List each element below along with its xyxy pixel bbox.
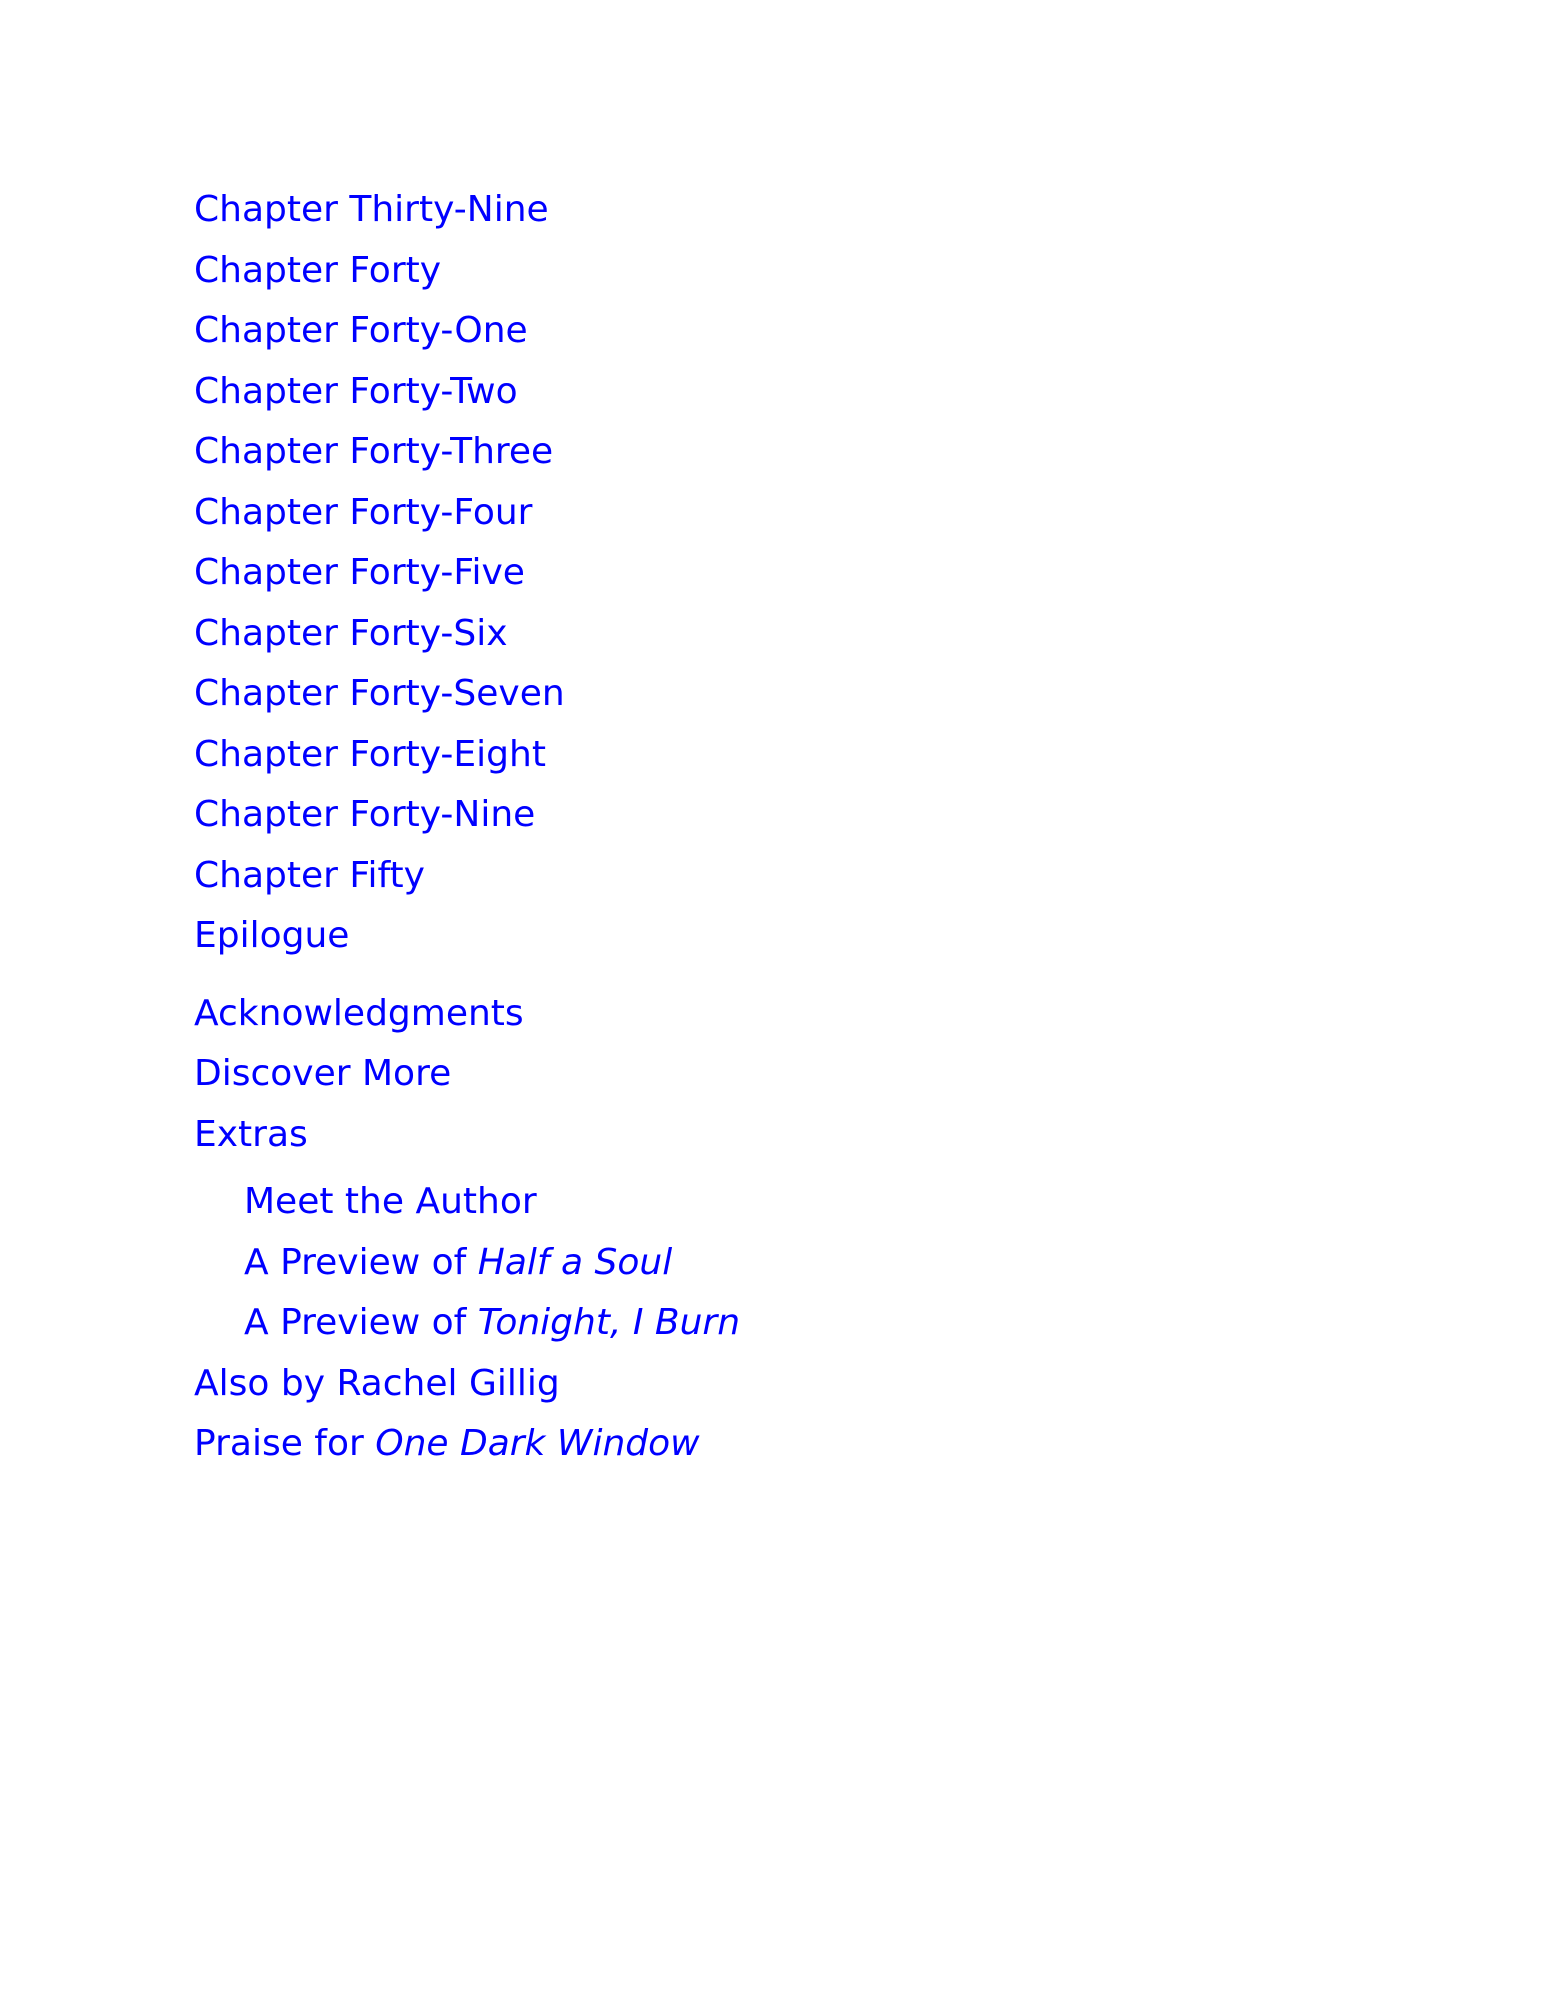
book-title: Tonight, I Burn bbox=[477, 1302, 741, 1343]
toc-link-chapter-forty-seven[interactable]: Chapter Forty-Seven bbox=[194, 673, 565, 714]
table-of-contents bbox=[194, 180, 1294, 1475]
toc-link-chapter-forty-nine[interactable]: Chapter Forty-Nine bbox=[194, 794, 536, 835]
toc-link-praise[interactable] bbox=[194, 1414, 1294, 1475]
toc-link-chapter-fifty[interactable]: Chapter Fifty bbox=[194, 854, 425, 896]
toc-link-chapter-forty-five[interactable]: Chapter Forty-Five bbox=[194, 552, 525, 593]
toc-link-acknowledgments[interactable]: Acknowledgments bbox=[194, 992, 524, 1034]
praise-prefix: Praise for bbox=[194, 1423, 376, 1464]
book-title: One Dark Window bbox=[375, 1423, 700, 1464]
toc-link-chapter-forty-six[interactable]: Chapter Forty-Six bbox=[194, 612, 508, 654]
toc-link-also-by[interactable]: Also by Rachel Gillig bbox=[194, 1362, 560, 1404]
toc-link-preview-tonight-i-burn[interactable] bbox=[194, 1293, 1294, 1354]
toc-link-chapter-forty-eight[interactable]: Chapter Forty-Eight bbox=[194, 733, 546, 775]
toc-link-chapter-thirty-nine[interactable]: Chapter Thirty-Nine bbox=[194, 189, 549, 230]
book-title: Half a Soul bbox=[477, 1241, 673, 1283]
toc-link-meet-the-author[interactable]: Meet the Author bbox=[244, 1181, 537, 1222]
toc-link-chapter-forty-two[interactable]: Chapter Forty-Two bbox=[194, 370, 518, 412]
preview-prefix: A Preview of bbox=[244, 1302, 478, 1343]
toc-link-chapter-forty-three[interactable]: Chapter Forty-Three bbox=[194, 431, 554, 472]
toc-link-discover-more[interactable]: Discover More bbox=[194, 1053, 452, 1094]
toc-link-chapter-forty[interactable]: Chapter Forty bbox=[194, 249, 442, 291]
toc-link-extras[interactable]: Extras bbox=[194, 1113, 308, 1155]
toc-link-preview-half-a-soul[interactable] bbox=[194, 1233, 1294, 1294]
toc-link-epilogue[interactable]: Epilogue bbox=[194, 915, 350, 956]
toc-link-chapter-forty-four[interactable]: Chapter Forty-Four bbox=[194, 491, 533, 533]
preview-prefix: A Preview of bbox=[244, 1241, 478, 1283]
toc-link-chapter-forty-one[interactable]: Chapter Forty-One bbox=[194, 310, 528, 351]
